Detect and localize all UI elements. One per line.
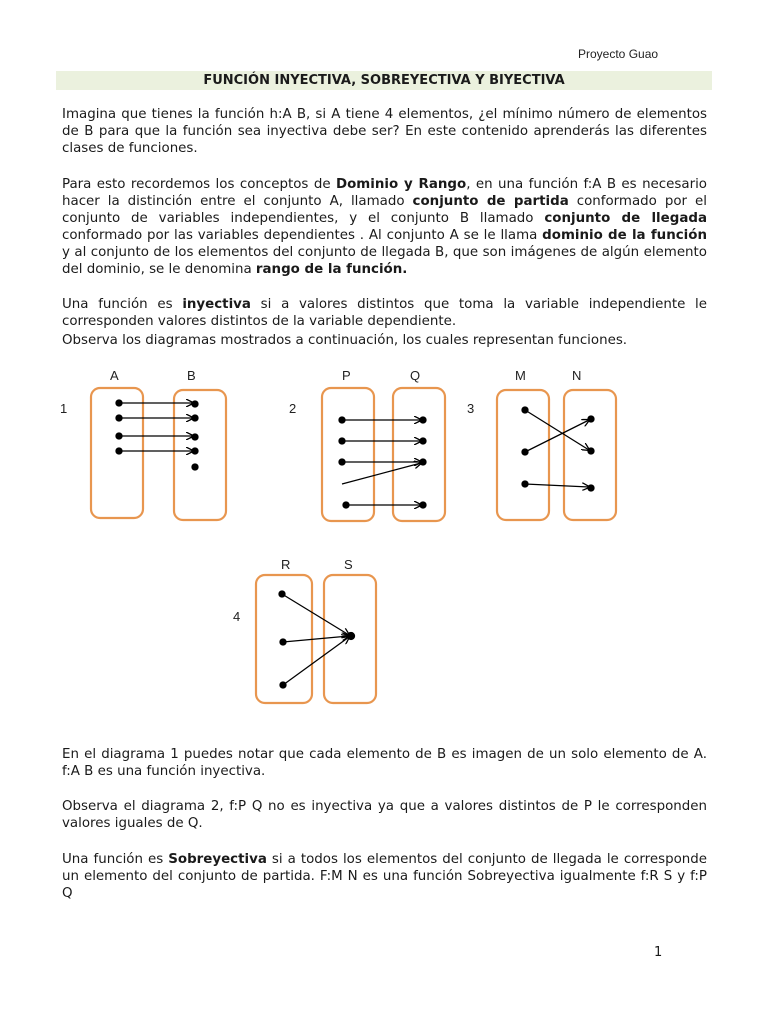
diagram-4-number: 4 bbox=[233, 609, 241, 624]
term-dominio-funcion: dominio de la función bbox=[542, 228, 707, 243]
term-inyectiva: inyectiva bbox=[182, 297, 251, 312]
diagram-3-number: 3 bbox=[467, 401, 475, 416]
term-sobreyectiva: Sobreyectiva bbox=[168, 852, 267, 867]
diagram-2-set-q bbox=[393, 388, 445, 521]
surjective-definition-paragraph bbox=[62, 851, 707, 902]
observe-diagrams-paragraph: Observa los diagramas mostrados a continuación, los cuales representan funciones. bbox=[62, 333, 628, 348]
diagram-2-explanation: Observa el diagrama 2, f:P Q no es inyectiva ya que a valores distintos de P le corresponden valores iguales de Q. bbox=[62, 799, 707, 831]
diagram-1-mapping bbox=[116, 400, 198, 470]
text-segment: si a todos los elementos del conjunto de llegada le corresponde un elemento del conjunto de partida. F:M N es una función Sobreyectiva igualmente f:R S y f:P Q bbox=[62, 852, 707, 901]
intro-paragraph: Imagina que tienes la función h:A B, si A tiene 4 elementos, ¿el mínimo número de elementos de B para que la función sea inyectiva debe ser? En este contenido aprenderás las diferentes clases de funciones. bbox=[62, 107, 707, 156]
term-conjunto-llegada: conjunto de llegada bbox=[544, 211, 707, 226]
diagram-1-set-b bbox=[174, 390, 226, 520]
text-segment: si a valores distintos que toma la variable independiente le corresponden valores distintos de la variable dependiente. bbox=[62, 297, 707, 329]
diagram-4-set-r-label: R bbox=[281, 557, 291, 572]
page-number: 1 bbox=[654, 945, 663, 960]
diagram-2-number: 2 bbox=[289, 401, 297, 416]
diagram-3-set-n bbox=[564, 390, 616, 520]
diagram-2-set-q-label: Q bbox=[410, 368, 421, 383]
text-segment: , en una función f:A B es necesario hacer la distinción entre el conjunto A, llamado bbox=[62, 177, 707, 209]
header-project-name: Proyecto Guao bbox=[578, 47, 659, 61]
diagram-3-set-m-label: M bbox=[515, 368, 526, 383]
term-conjunto-partida: conjunto de partida bbox=[412, 194, 569, 209]
diagram-1-set-a-label: A bbox=[110, 368, 119, 383]
diagram-1-number: 1 bbox=[60, 401, 68, 416]
diagram-4-set-s-label: S bbox=[344, 557, 353, 572]
text-segment: Una función es bbox=[62, 852, 169, 867]
diagram-1-set-b-label: B bbox=[187, 368, 196, 383]
term-rango-funcion: rango de la función. bbox=[255, 262, 408, 277]
diagram-1-explanation: En el diagrama 1 puedes notar que cada elemento de B es imagen de un solo elemento de A. f:A B es una función inyectiva. bbox=[62, 747, 707, 779]
text-segment: Para esto recordemos los conceptos de bbox=[62, 177, 336, 192]
diagram-2-set-p-label: P bbox=[342, 368, 351, 383]
diagram-2-mapping bbox=[339, 417, 426, 508]
page-title: FUNCIÓN INYECTIVA, SOBREYECTIVA Y BIYECTIVA bbox=[56, 71, 712, 90]
diagram-3-mapping bbox=[522, 407, 594, 491]
term-dominio-rango: Dominio y Rango bbox=[335, 177, 467, 192]
diagram-3-set-n-label: N bbox=[572, 368, 582, 383]
text-segment: conformado por el conjunto de variables independientes, y el conjunto B llamado bbox=[62, 194, 707, 226]
text-segment: conformado por las variables dependientes . Al conjunto A se le llama bbox=[62, 228, 543, 243]
diagram-4-mapping bbox=[279, 591, 355, 688]
diagram-2-set-p bbox=[322, 388, 374, 521]
text-segment: Una función es bbox=[62, 297, 183, 312]
text-segment: y al conjunto de los elementos del conjunto de llegada B, que son imágenes de algún elemento del dominio, se le denomina bbox=[62, 245, 707, 277]
